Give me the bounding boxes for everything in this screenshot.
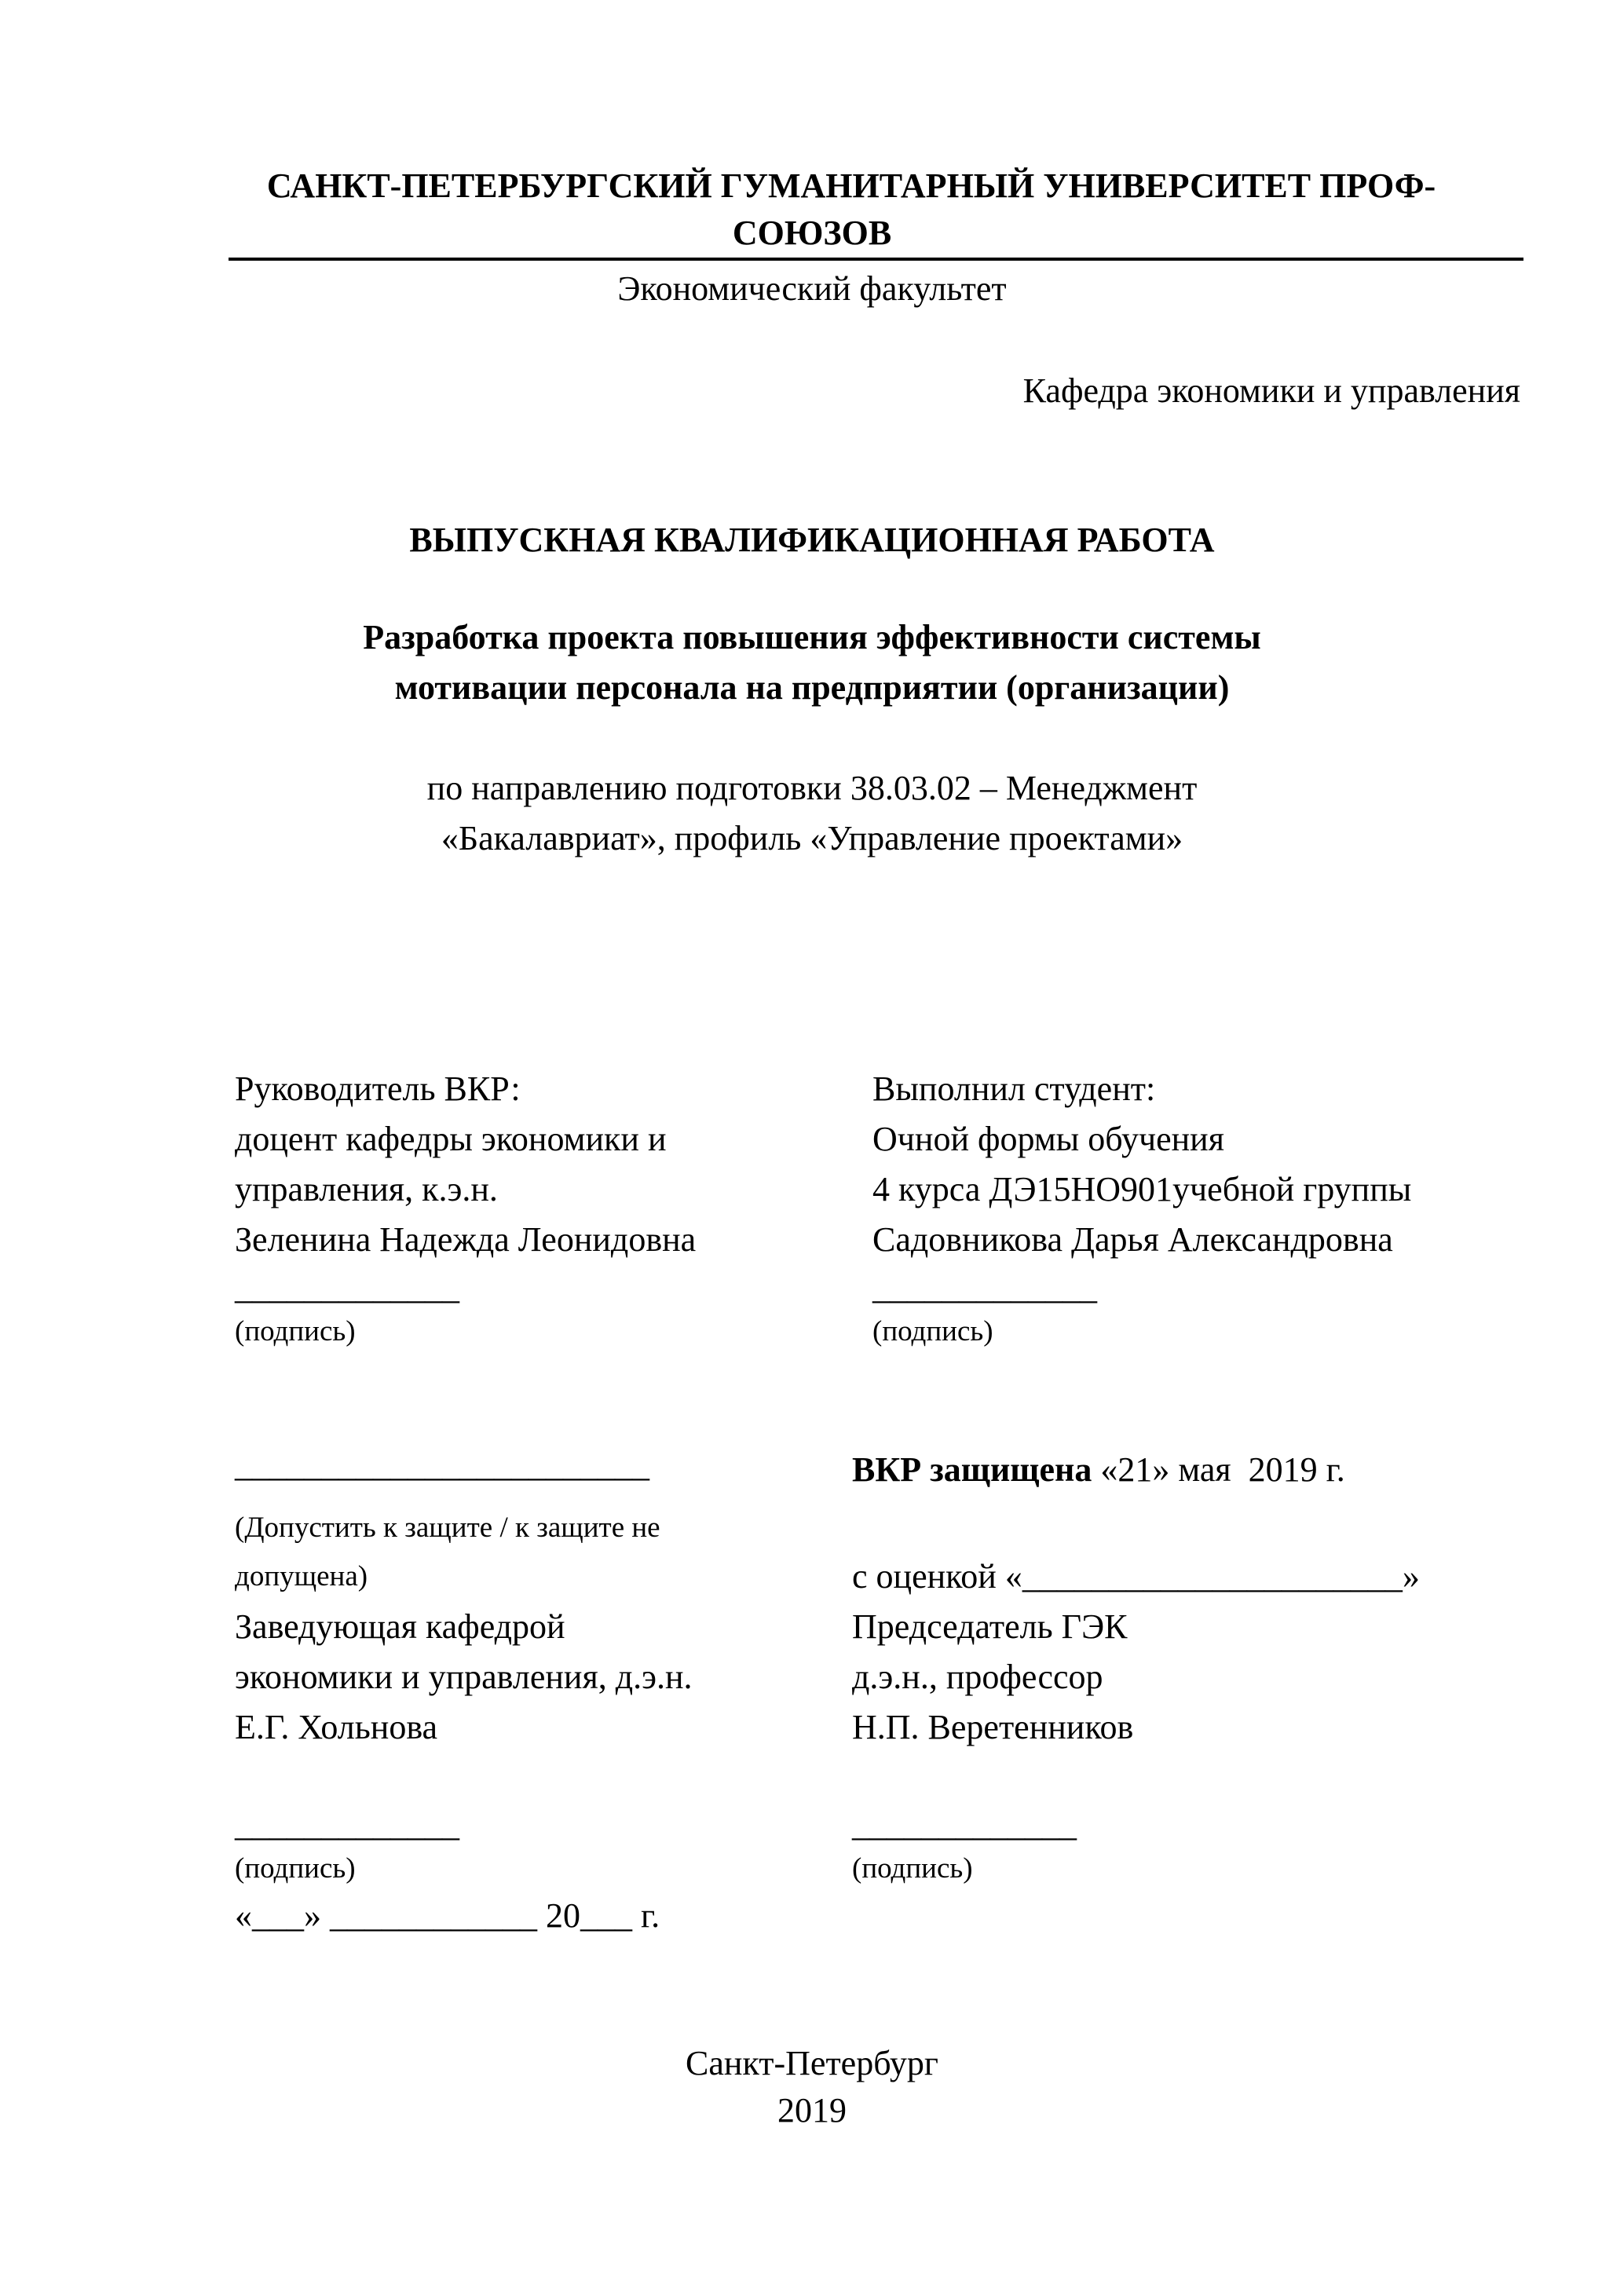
supervisor-signature-caption: (подпись) [235,1315,356,1347]
admission-decision-line: ________________________ [235,1446,649,1484]
student-line: Очной формы обучения [872,1120,1224,1158]
head-of-department-name: Е.Г. Хольнова [235,1708,438,1746]
university-name-line2: СОЮЗОВ [732,214,892,252]
topic-line2: мотивации персонала на предприятии (организации) [394,668,1230,707]
chairman-line: д.э.н., профессор [852,1658,1103,1696]
chairman-name: Н.П. Веретенников [852,1708,1134,1746]
chairman-line: Председатель ГЭК [852,1607,1128,1646]
topic-line1: Разработка проекта повышения эффективности системы [363,618,1261,656]
supervisor-line: Руководитель ВКР: [235,1069,521,1108]
work-type-title: ВЫПУСКНАЯ КВАЛИФИКАЦИОННАЯ РАБОТА [409,521,1215,559]
student-signature-line: _____________ [872,1268,1097,1307]
direction-line1: по направлению подготовки 38.03.02 – Менеджмент [426,769,1198,807]
admission-caption-line2: допущена) [235,1560,368,1592]
head-of-department-line: экономики и управления, д.э.н. [235,1658,693,1696]
head-of-department-line: Заведующая кафедрой [235,1607,565,1646]
student-line: 4 курса ДЭ15НО901учебной группы [872,1170,1412,1208]
chairman-signature-line: _____________ [852,1805,1077,1844]
supervisor-signature-line: _____________ [235,1268,459,1307]
department: Кафедра экономики и управления [1022,371,1520,410]
footer-year: 2019 [777,2091,847,2130]
supervisor-line: доцент кафедры экономики и [235,1120,667,1158]
supervisor-name: Зеленина Надежда Леонидовна [235,1220,697,1259]
admission-date-line: «___» ____________ 20___ г. [235,1896,660,1935]
footer-city: Санкт-Петербург [686,2044,938,2082]
admission-signature-caption: (подпись) [235,1852,356,1885]
university-name-line1: САНКТ-ПЕТЕРБУРГСКИЙ ГУМАНИТАРНЫЙ УНИВЕРСИТЕТ ПРОФ- [266,166,1436,205]
student-name: Садовникова Дарья Александровна [872,1220,1393,1259]
defended-date: «21» мая 2019 г. [1092,1450,1345,1489]
student-line: Выполнил студент: [872,1069,1156,1108]
student-signature-caption: (подпись) [872,1315,993,1347]
faculty: Экономический факультет [617,269,1007,308]
admission-signature-line: _____________ [235,1805,459,1844]
header-divider [229,258,1523,261]
direction-line2: «Бакалавриат», профиль «Управление проектами» [441,819,1183,857]
admission-caption-line1: (Допустить к защите / к защите не [235,1512,660,1544]
defended-label: ВКР защищена [852,1450,1092,1489]
grade-line: с оценкой «______________________» [852,1557,1420,1596]
defense-status [852,1446,1345,1493]
chairman-signature-caption: (подпись) [852,1852,973,1885]
supervisor-line: управления, к.э.н. [235,1170,498,1208]
